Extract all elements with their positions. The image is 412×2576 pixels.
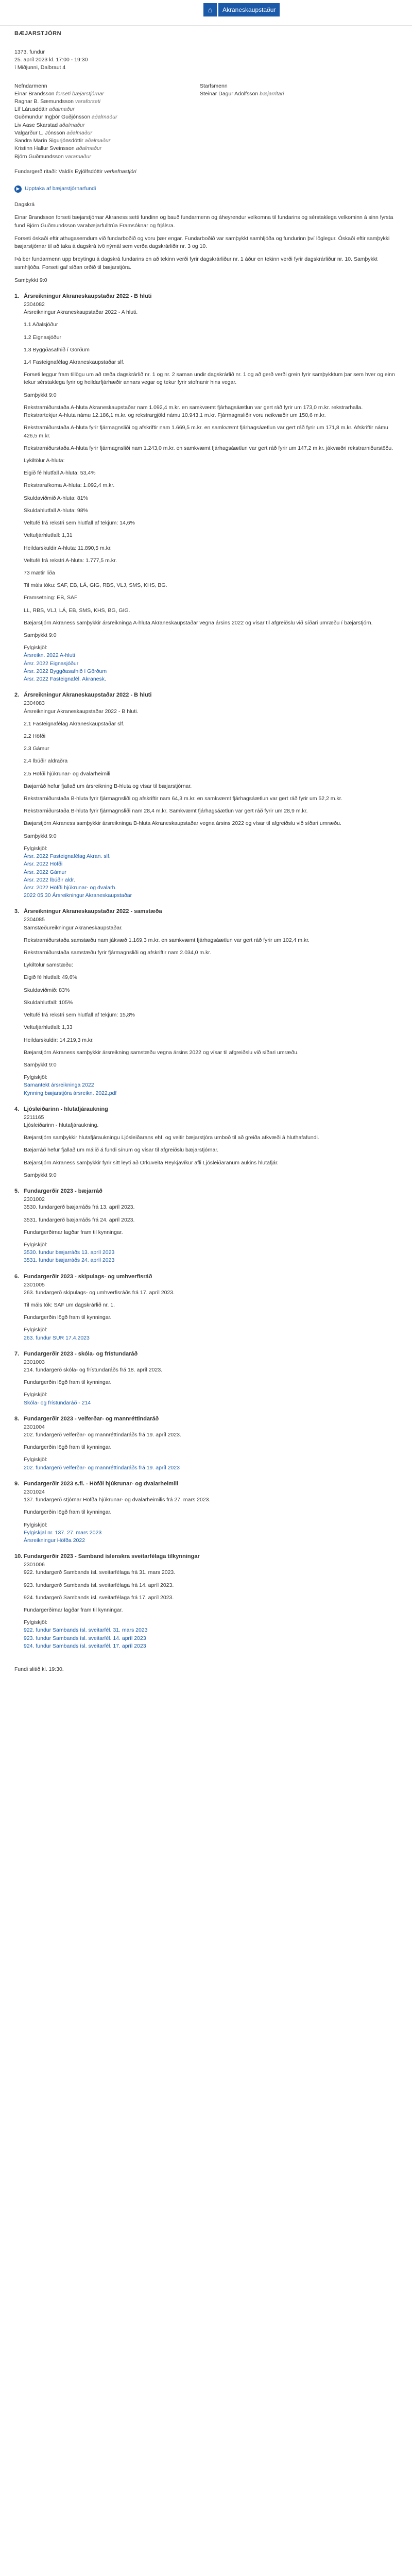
attachment-link[interactable]: Samantekt ársreikninga 2022 (24, 1082, 94, 1089)
paragraph: Bæjarstjórn samþykkir hlutafjáraukningu Ljósleiðarans ehf. og veitir bæjarstjóra umboð til að greiða atkvæði á hluthafafundi. (24, 1134, 319, 1141)
attachments-label: Fylgiskjöl: (24, 645, 48, 651)
attachment-link[interactable]: 2022 05.30 Ársreikningur Akraneskaupstaðar (24, 892, 132, 899)
paragraph: Bæjarstjórn Akraness samþykkir fyrir sitt leyti að Orkuveita Reykjavíkur afli Ljósleiðaranum aukins hlutafjár. (24, 1159, 279, 1166)
agenda-item-body (14, 1114, 398, 1179)
case-number: 2211165 (24, 1114, 44, 1121)
case-number: 2304085 (24, 917, 45, 923)
attachment-link[interactable]: Fylgiskjal nr. 137. 27. mars 2023 (24, 1529, 102, 1536)
attendee: Einar Brandsson forseti bæjarstjórnar (14, 90, 104, 97)
item-subject: Ársreikningur Akraneskaupstaðar 2022 - B hluti. (24, 708, 139, 715)
video-link[interactable]: ▶ Upptaka af bæjarstjórnarfundi (14, 185, 96, 193)
paragraph: Rekstrarniðurstaða B-hluta fyrir fjármagnsliði og afskriftir nam 64,3 m.kr. en samkvæmt fjárhagsáætlun var gert ráð fyrir um 52,2 m.kr. (24, 795, 342, 802)
attendee: Björn Guðmundsson varamaður (14, 153, 91, 160)
attendee: Kristinn Hallur Sveinsson aðalmaður (14, 145, 102, 152)
sub-item: 1.4 Fasteignafélag Akraneskaupstaðar slf. (24, 359, 125, 365)
attachment-link[interactable]: Ársreikn. 2022 A-hluti (24, 652, 75, 659)
attendee: Líf Lárusdóttir aðalmaður (14, 106, 75, 113)
attachment-link[interactable]: 923. fundur Sambands ísl. sveitarfél. 14. apríl 2023 (24, 1635, 146, 1641)
paragraph: Samþykkt 9:0 (24, 1172, 57, 1178)
sub-item: 1.2 Eignasjóður (24, 334, 61, 341)
attachment-link[interactable]: 3530. fundur bæjarráðs 13. apríl 2023 (24, 1249, 115, 1256)
paragraph: Veltufé frá rekstri sem hlutfall af tekjum: 14,6% (24, 520, 135, 527)
attendee: Sandra Marín Sigurjónsdóttir aðalmaður (14, 138, 111, 144)
paragraph: Rekstrarniðurstaða A-hluta Akraneskaupstaðar nam 1.092,4 m.kr. en samkvæmt fjárhagsáætlun var gert ráð fyrir um 173,0 m.kr. rekstrarhalla. Rekstrartekjur A-hluta námu 12.186,1 m.kr. og rekstrargjöld námu 10.943,1 m.kr. Fjármagnsliðir voru neikvæðir um 150,6 m.kr. (24, 404, 363, 419)
agenda-item-title: 5. Fundargerðir 2023 - bæjarráð (14, 1188, 102, 1195)
attendee: Ragnar B. Sæmundsson varaforseti (14, 98, 100, 105)
agenda-item-title: 10. Fundargerðir 2023 - Samband íslenskra sveitarfélaga tilkynningar (14, 1553, 200, 1560)
attendee: Steinar Dagur Adolfsson bæjarritari (200, 90, 284, 97)
paragraph: 214. fundargerð skóla- og frístundaráðs frá 18. apríl 2023. (24, 1367, 163, 1373)
case-number: 2301002 (24, 1196, 45, 1203)
paragraph: Rekstrarafkoma A-hluta: 1.092,4 m.kr. (24, 482, 115, 489)
paragraph: Fundargerðin lögð fram til kynningar. (24, 1314, 112, 1321)
paragraph: Skuldahlutfall: 105% (24, 999, 73, 1006)
paragraph: Skuldaviðmið: 83% (24, 987, 70, 993)
agenda-item-body (14, 700, 398, 900)
paragraph: Forseti leggur fram tillögu um að ræða dagskrárlið nr. 1 og nr. 2 saman undir dagskrárlið nr. 1 og að gerð verði grein fyrir samþykktum þar sem hver og einn tekur sérstaklega fyrir og heildarfjárhæðir annars vegar og tekur fyrir stofnanir hins vegar. (24, 371, 395, 386)
attachment-link[interactable]: Ársr. 2022 Höfði (24, 861, 63, 868)
sub-item: 1.3 Byggðasafnið í Görðum (24, 346, 90, 353)
item-subject: Ársreikningur Akraneskaupstaðar 2022 - A hluti. (24, 309, 138, 316)
agenda-item-title: 3. Ársreikningur Akraneskaupstaðar 2022 - samstæða (14, 908, 162, 915)
paragraph: Rekstrarniðurstaða B-hluta fyrir fjármagnsliði nam 28,4 m.kr. Samkvæmt fjárhagsáætlun var gert ráð fyrir um 28,9 m.kr. (24, 808, 308, 815)
attachment-link[interactable]: Ársr. 2022 Höfði hjúkrunar- og dvalarh. (24, 885, 117, 891)
paragraph: Samþykkt 9:0 (24, 1062, 57, 1068)
attachment-link[interactable]: 202. fundargerð velferðar- og mannréttindaráðs frá 19. apríl 2023 (24, 1464, 180, 1471)
paragraph: 263. fundargerð skipulags- og umhverfisráðs frá 17. apríl 2023. (24, 1289, 175, 1296)
attachment-link[interactable]: Ársr. 2022 Byggðasafnið í Görðum (24, 668, 107, 674)
paragraph: Bæjarstjórn Akraness samþykkir ársreikninga A-hluta Akraneskaupstaðar vegna ársins 2022 og vísar til afgreiðslu við síðari umræðu í bæjarstjórn. (24, 619, 373, 626)
case-number: 2301024 (24, 1488, 45, 1495)
paragraph: Fundargerðirnar lagðar fram til kynningar. (24, 1606, 123, 1613)
agenda-item (14, 1415, 398, 1472)
paragraph: Samþykkt 9:0 (24, 392, 57, 398)
agenda-item-title: 4. Ljósleiðarinn - hlutafjáraukning (14, 1106, 108, 1112)
paragraph: Rekstrarniðurstaða samstæðu nam jákvæð 1.169,3 m.kr. en samkvæmt fjárhagsáætlun var gert ráð fyrir um 102,4 m.kr. (24, 937, 310, 943)
agenda-item-body (14, 1423, 398, 1472)
paragraph: 3530. fundargerð bæjarráðs frá 13. apríl 2023. (24, 1204, 135, 1211)
paragraph: Veltufé frá rekstri A-hluta: 1.777,5 m.kr. (24, 557, 117, 564)
paragraph: Veltufjárhlutfall: 1,31 (24, 532, 73, 539)
paragraph: Rekstrarniðurstaða A-hluta fyrir fjármagnsliði og afskriftir nam 1.669,5 m.kr. en samkvæmt fjárhagsáætlun var gert ráð fyrir um 171,8 m.kr. Afskriftir námu 426,5 m.kr. (24, 425, 388, 439)
case-number: 2301006 (24, 1562, 45, 1568)
attendee: Starfsmenn (200, 82, 228, 89)
paragraph: LL, RBS, VLJ, LÁ, EB, SMS, KHS, BG, GIG. (24, 607, 130, 614)
attachment-link[interactable]: Ársr. 2022 Gámur (24, 869, 66, 875)
paragraph: Samþykkt 9:0 (24, 632, 57, 639)
case-number: 2304083 (24, 700, 45, 707)
agenda-item (14, 293, 398, 683)
attendees (14, 82, 398, 161)
paragraph: Samþykkt 9:0 (24, 833, 57, 839)
paragraph: Heildarskuldir A-hluta: 11.890,5 m.kr. (24, 545, 112, 551)
paragraph: Bæjarráð hefur fjallað um ársreikning B-hluta og vísar til bæjarstjórnar. (24, 783, 192, 789)
paragraph: Heildarskuldir: 14.219,3 m.kr. (24, 1037, 94, 1043)
agenda-item-title: 9. Fundargerðir 2023 s.fl. - Höfði hjúkrunar- og dvalarheimili (14, 1480, 179, 1487)
paragraph: Rekstrarniðurstaða samstæðu fyrir fjármagnsliði og afskriftir nam 2.034,0 m.kr. (24, 950, 212, 956)
paragraph: Veltufjárhlutfall: 1,33 (24, 1024, 73, 1031)
paragraph: Fundargerðirnar lagðar fram til kynningar. (24, 1229, 123, 1235)
agenda-item (14, 908, 398, 1097)
brand-link[interactable]: Akraneskaupstaður (218, 3, 280, 16)
paragraph: Til máls tók: SAF um dagskrárlið nr. 1. (24, 1301, 115, 1308)
case-number: 2304082 (24, 301, 45, 308)
paragraph: Fundargerðin lögð fram til kynningar. (24, 1379, 112, 1386)
paragraph: 202. fundargerð velferðar- og mannréttindaráðs frá 19. apríl 2023. (24, 1432, 181, 1438)
attendee: Nefndarmenn (14, 82, 47, 89)
paragraph: 137. fundargerð stjórnar Höfða hjúkrunar- og dvalarheimilis frá 27. mars 2023. (24, 1497, 211, 1503)
item-subject: Ljósleiðarinn - hlutafjáraukning. (24, 1122, 99, 1129)
agenda-item (14, 1188, 398, 1264)
paragraph: Framsetning: EB, SAF (24, 595, 78, 601)
paragraph: 3531. fundargerð bæjarráðs frá 24. apríl 2023. (24, 1216, 135, 1223)
paragraph: 922. fundargerð Sambands ísl. sveitarfélaga frá 31. mars 2023. (24, 1569, 176, 1576)
paragraph: Eigið fé hlutfall: 49,6% (24, 974, 77, 981)
sub-item: 1.1 Aðalsjóður (24, 321, 58, 328)
paragraph: Rekstrarniðurstaða A-hluta fyrir fjármagnsliði nam 1.243,0 m.kr. en samkvæmt fjárhagsáætlun var gert ráð fyrir um 147,2 m.kr. jákvæðri rekstrarniðurstöðu. (24, 445, 393, 451)
attachments-label: Fylgiskjöl: (24, 845, 48, 852)
agenda-item-body (14, 1488, 398, 1545)
paragraph: Bæjarstjórn Akraness samþykkir ársreikning samstæðu vegna ársins 2022 og vísar til afgreiðslu við síðari umræðu. (24, 1049, 299, 1056)
attachment-link[interactable]: Ársr. 2022 Eignasjóður (24, 660, 79, 667)
agenda-item-body (14, 1196, 398, 1265)
paragraph: Skuldahlutfall A-hluta: 98% (24, 507, 88, 514)
agenda-item (14, 1553, 398, 1650)
agenda-item (14, 1350, 398, 1407)
paragraph: 73 mætir liða (24, 569, 55, 576)
agenda-item (14, 1480, 398, 1545)
meeting-datetime: 25. apríl 2023 kl. 17:00 - 19:30 (14, 57, 88, 63)
attachment-link[interactable]: Ársr. 2022 Fasteignafél. Akranesk. (24, 676, 106, 683)
agenda-item-body (14, 1561, 398, 1650)
site-header (0, 0, 412, 26)
attachment-link[interactable]: Ársr. 2022 Íbúðir aldr. (24, 876, 75, 883)
attachments-label: Fylgiskjöl: (24, 1619, 48, 1626)
attachments-label: Fylgiskjöl: (24, 1392, 48, 1398)
attachments-label: Fylgiskjöl: (24, 1074, 48, 1081)
play-icon: ▶ (14, 185, 22, 193)
attachment-link[interactable]: 922. fundur Sambands ísl. sveitarfél. 31. mars 2023 (24, 1627, 148, 1634)
attendee: Guðmundur Ingþór Guðjónsson aðalmaður (14, 114, 117, 121)
agenda-item (14, 1106, 398, 1179)
meeting-end: Fundi slitið kl. 19:30. (14, 1666, 64, 1673)
attachments-label: Fylgiskjöl: (24, 1327, 48, 1333)
attachments-label: Fylgiskjöl: (24, 1456, 48, 1463)
page-title: BÆJARSTJÓRN (14, 30, 62, 37)
agenda-item-title: 2. Ársreikningur Akraneskaupstaðar 2022 - B hluti (14, 692, 152, 699)
attachment-link[interactable]: Ársr. 2022 Fasteignafélag Akran. slf. (24, 853, 111, 860)
main-content (0, 26, 412, 1673)
attachment-link[interactable]: 924. fundur Sambands ísl. sveitarfél. 17. apríl 2023 (24, 1642, 146, 1649)
paragraph: Veltufé frá rekstri sem hlutfall af tekjum: 15,8% (24, 1012, 135, 1019)
paragraph: Lykiltölur samstæðu: (24, 962, 73, 969)
attachments-label: Fylgiskjöl: (24, 1521, 48, 1528)
case-number: 2301003 (24, 1359, 45, 1365)
item-subject: Samstæðureikningur Akraneskaupstaðar. (24, 924, 123, 931)
agenda-item-title: 7. Fundargerðir 2023 - skóla- og frístundaráð (14, 1350, 138, 1357)
meeting-number: 1373. fundur (14, 48, 45, 55)
agenda-item-body (14, 1281, 398, 1342)
paragraph: 924. fundargerð Sambands ísl. sveitarfélaga frá 17. apríl 2023. (24, 1594, 174, 1601)
attachments-label: Fylgiskjöl: (24, 1241, 48, 1248)
attendee: Valgarður L. Jónsson aðalmaður (14, 129, 92, 136)
agenda-item-title: 8. Fundargerðir 2023 - velferðar- og mannréttindaráð (14, 1415, 159, 1422)
attachment-link[interactable]: 263. fundur SUR 17.4.2023 (24, 1334, 90, 1341)
paragraph: Lykiltölur A-hluta: (24, 457, 65, 464)
sub-item: 2.5 Höfði hjúkrunar- og dvalarheimili (24, 770, 111, 777)
home-icon[interactable]: ⌂ (203, 3, 217, 16)
agenda-item (14, 691, 398, 900)
minutes-by: Fundargerð ritaði: Valdís Eyjólfsdóttir verkefnastjóri (14, 168, 136, 175)
paragraph: Fundargerðin lögð fram til kynningar. (24, 1509, 112, 1516)
attachment-link[interactable]: 3531. fundur bæjarráðs 24. apríl 2023 (24, 1257, 115, 1264)
sub-item: 2.1 Fasteignafélag Akraneskaupstaðar slf. (24, 720, 125, 727)
paragraph: Til máls tóku: SAF, EB, LÁ, GIG, RBS, VLJ, SMS, KHS, BG. (24, 582, 167, 589)
agenda-item-body (14, 301, 398, 683)
intro: Dagskrá Einar Brandsson forseti bæjarstjórnar Akraness setti fundinn og bauð fundarmenn og áheyrendur velkomna til fundarins og sérstaklega velkominn á sinn fyrsta fund Björn Guðmundsson varabæjarfulltrúa Framsóknar og frjálsra. Forseti óskaði eftir athugasemdum við fundarboðið og voru þær engar. Fundarboðið var samþykkt samhljóða og fundurinn því löglegur. Óskaði eftir samþykki bæjarstjórnar til að taka á dagskrá tvö nýmál sem verða dagskrárliðir nr. 3 og 10. Þá ber fundarmenn upp breytingu á dagskrá fundarins en að tekinn verði fyrir dagskrárliður nr. 1 áður en tekinn verði fyrir dagskrárliður nr. 10. Samþykkt samhljóða. Forseti gaf síðan orðið til bæjarstjóra. Samþykkt 9:0 (14, 201, 393, 283)
meeting-meta (14, 48, 398, 72)
paragraph: 923. fundargerð Sambands ísl. sveitarfélaga frá 14. apríl 2023. (24, 1582, 174, 1588)
case-number: 2301004 (24, 1423, 45, 1430)
agenda-item-body (14, 1359, 398, 1407)
paragraph: Bæjarráð hefur fjallað um málið á fundi sínum og vísar til afgreiðslu bæjarstjórnar. (24, 1147, 219, 1154)
paragraph: Bæjarstjórn Akraness samþykkir ársreikninga B-hluta Akraneskaupstaðar vegna ársins 2022 og vísar til afgreiðslu við síðari umræðu. (24, 820, 341, 827)
paragraph: Skuldaviðmið A-hluta: 81% (24, 495, 88, 501)
case-number: 2301005 (24, 1281, 45, 1288)
attendees-staff (200, 82, 385, 161)
agenda-item-title: 1. Ársreikningur Akraneskaupstaðar 2022 - B hluti (14, 293, 152, 299)
paragraph: Eigið fé hlutfall A-hluta: 53,4% (24, 470, 96, 477)
sub-item: 2.3 Gámur (24, 745, 49, 752)
attendee: Liv Aase Skarstad aðalmaður (14, 122, 85, 128)
meeting-location: í Miðjunni, Dalbraut 4 (14, 64, 66, 71)
sub-item: 2.4 Íbúðir aldraðra (24, 758, 68, 765)
sub-item: 2.2 Höfði (24, 733, 46, 739)
agenda-item (14, 1273, 398, 1342)
agenda-item-title: 6. Fundargerðir 2023 - skipulags- og umhverfisráð (14, 1273, 152, 1280)
agenda-item-body (14, 916, 398, 1097)
agenda-items (14, 293, 398, 1650)
attachment-link[interactable]: Kynning bæjarstjóra ársreikn. 2022.pdf (24, 1090, 117, 1096)
attachment-link[interactable]: Skóla- og frístundaráð - 214 (24, 1399, 91, 1406)
attachment-link[interactable]: Ársreikningur Höfða 2022 (24, 1537, 85, 1544)
attendees-members (14, 82, 200, 161)
paragraph: Fundargerðin lögð fram til kynningar. (24, 1444, 112, 1451)
